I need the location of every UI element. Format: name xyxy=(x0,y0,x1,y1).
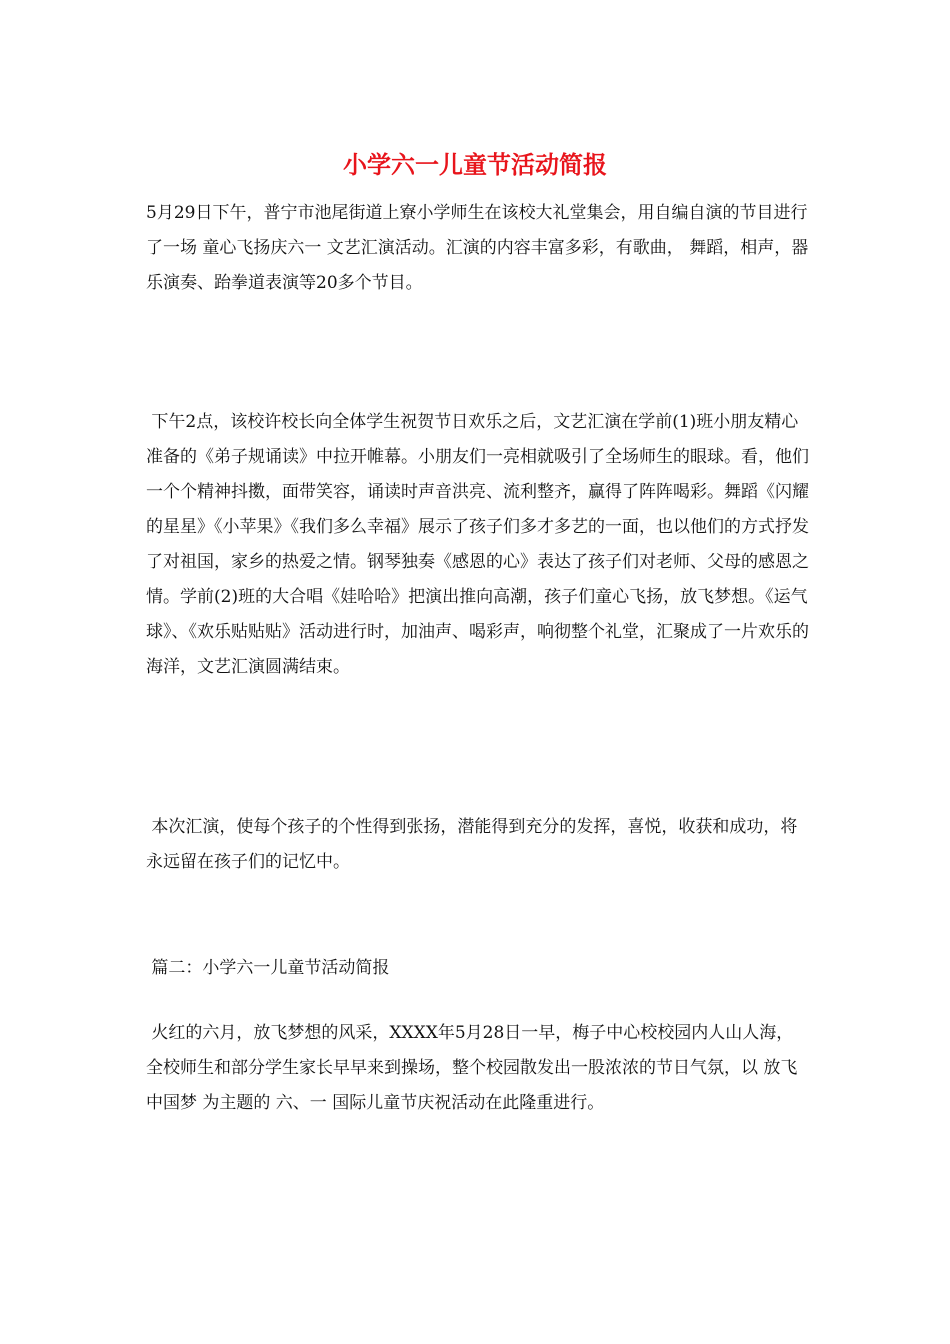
section-heading-part-two: 篇二：小学六一儿童节活动简报 xyxy=(146,958,390,978)
document-title: 小学六一儿童节活动简报 xyxy=(343,151,607,179)
paragraph-intro: 5月29日下午，普宁市池尾街道上寮小学师生在该校大礼堂集会，用自编自演的节目进行了一场 童心飞扬庆六一 文艺汇演活动。汇演的内容丰富多彩，有歌曲， 舞蹈，相声，器乐演奏、跆拳道表演等20多个节目。 xyxy=(146,203,809,293)
paragraph-performance: 下午2点，该校许校长向全体学生祝贺节日欢乐之后，文艺汇演在学前(1)班小朋友精心准备的《弟子规诵读》中拉开帷幕。小朋友们一亮相就吸引了全场师生的眼球。看，他们一个个精神抖擞，面带笑容，诵读时声音洪亮、流利整齐，赢得了阵阵喝彩。舞蹈《闪耀的星星》《小苹果》《我们多么幸福》展示了孩子们多才多艺的一面，也以他们的方式抒发了对祖国，家乡的热爱之情。钢琴独奏《感恩的心》表达了孩子们对老师、父母的感恩之情。学前(2)班的大合唱《娃哈哈》把演出推向高潮，孩子们童心飞扬，放飞梦想。《运气球》、《欢乐贴贴贴》活动进行时，加油声、喝彩声，响彻整个礼堂，汇聚成了一片欢乐的海洋，文艺汇演圆满结束。 xyxy=(146,412,809,677)
paragraph-conclusion: 本次汇演，使每个孩子的个性得到张扬，潜能得到充分的发挥，喜悦，收获和成功，将永远留在孩子们的记忆中。 xyxy=(146,817,798,872)
paragraph-part-two-intro: 火红的六月，放飞梦想的风采，XXXX年5月28日一早，梅子中心校校园内人山人海，全校师生和部分学生家长早早来到操场，整个校园散发出一股浓浓的节日气氛，以 放飞中国梦 为主题的 六、一 国际儿童节庆祝活动在此隆重进行。 xyxy=(146,1023,798,1113)
